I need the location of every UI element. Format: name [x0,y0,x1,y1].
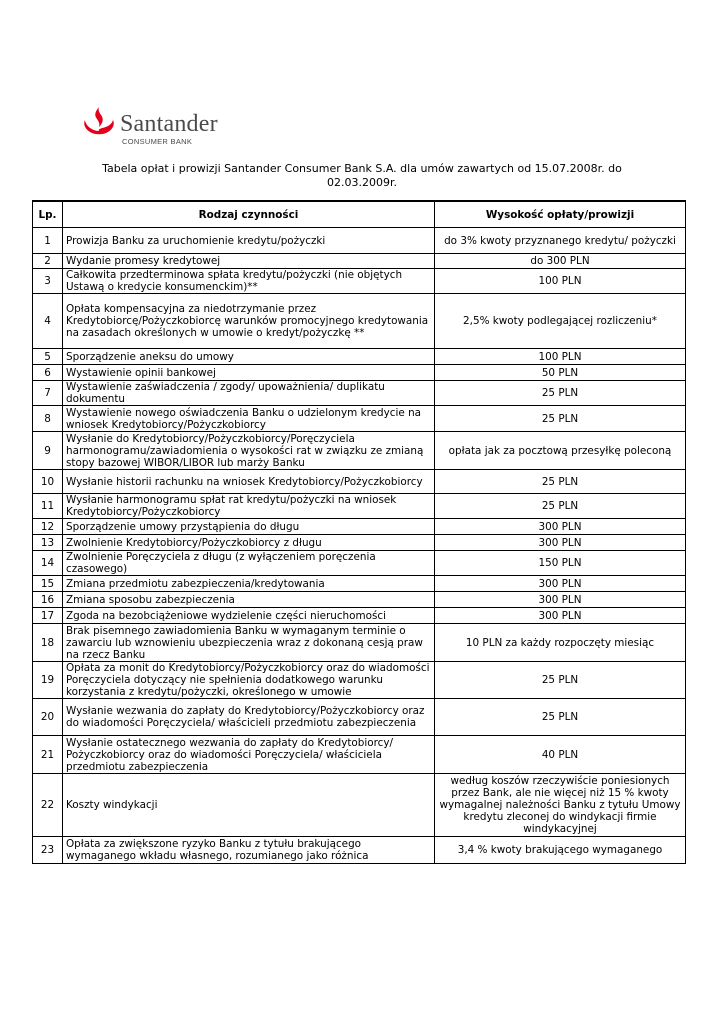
table-row [33,228,686,254]
fee-cell: 2,5% kwoty podlegającej rozliczeniu* [435,294,686,349]
row-number: 11 [33,494,63,519]
fee-cell: według koszów rzeczywiście poniesionych przez Bank, ale nie więcej niż 15 % kwoty wymagalnej należności Banku z tytułu Umowy kredytu zleconej do windykacji firmie windykacyjnej [435,774,686,837]
row-number: 2 [33,254,63,269]
table-row [33,381,686,406]
table-row [33,662,686,699]
fee-cell: 25 PLN [435,494,686,519]
fee-cell: opłata jak za pocztową przesyłkę poleconą [435,432,686,470]
fee-cell: 100 PLN [435,349,686,365]
row-number: 16 [33,592,63,608]
fee-cell: 100 PLN [435,269,686,294]
row-number: 3 [33,269,63,294]
activity-cell: Zgoda na bezobciążeniowe wydzielenie części nieruchomości [63,608,435,624]
fee-cell: 25 PLN [435,406,686,432]
fee-cell: 300 PLN [435,519,686,535]
row-number: 23 [33,837,63,864]
row-number: 20 [33,699,63,736]
table-row [33,365,686,381]
row-number: 4 [33,294,63,349]
header-fee: Wysokość opłaty/prowizji [435,201,686,228]
fee-cell: 25 PLN [435,699,686,736]
activity-cell: Brak pisemnego zawiadomienia Banku w wymaganym terminie o zawarciu lub wznowieniu ubezpieczenia wraz z dokonaną cesją praw na rzecz Banku [63,624,435,662]
activity-cell: Wysłanie historii rachunku na wniosek Kredytobiorcy/Pożyczkobiorcy [63,470,435,494]
activity-cell: Wysłanie harmonogramu spłat rat kredytu/pożyczki na wniosek Kredytobiorcy/Pożyczkobiorcy [63,494,435,519]
fee-cell: 25 PLN [435,662,686,699]
row-number: 14 [33,551,63,576]
row-number: 13 [33,535,63,551]
table-body [33,228,686,864]
row-number: 5 [33,349,63,365]
activity-cell: Opłata kompensacyjna za niedotrzymanie przez Kredytobiorcę/Pożyczkobiorcę warunków promocyjnego kredytowania na zasadach określonych w umowie o kredyt/pożyczkę ** [63,294,435,349]
row-number: 10 [33,470,63,494]
fee-cell: 300 PLN [435,592,686,608]
table-row [33,699,686,736]
table-row [33,551,686,576]
fee-cell: 25 PLN [435,470,686,494]
activity-cell: Wydanie promesy kredytowej [63,254,435,269]
row-number: 1 [33,228,63,254]
fee-cell: 3,4 % kwoty brakującego wymaganego [435,837,686,864]
row-number: 21 [33,736,63,774]
activity-cell: Całkowita przedterminowa spłata kredytu/pożyczki (nie objętych Ustawą o kredycie konsumenckim)** [63,269,435,294]
fee-cell: do 3% kwoty przyznanego kredytu/ pożyczki [435,228,686,254]
activity-cell: Sporządzenie aneksu do umowy [63,349,435,365]
table-row [33,294,686,349]
table-row [33,432,686,470]
table-row [33,519,686,535]
table-row [33,774,686,837]
row-number: 6 [33,365,63,381]
row-number: 7 [33,381,63,406]
activity-cell: Zmiana przedmiotu zabezpieczenia/kredytowania [63,576,435,592]
fee-cell: 50 PLN [435,365,686,381]
brand-subtitle: CONSUMER BANK [122,137,193,146]
row-number: 22 [33,774,63,837]
activity-cell: Wystawienie zaświadczenia / zgody/ upoważnienia/ duplikatu dokumentu [63,381,435,406]
activity-cell: Wysłanie ostatecznego wezwania do zapłaty do Kredytobiorcy/ Pożyczkobiorcy oraz do wiadomości Poręczyciela/ właściciela przedmiotu zabezpieczenia [63,736,435,774]
row-number: 12 [33,519,63,535]
header-activity: Rodzaj czynności [63,201,435,228]
activity-cell: Zwolnienie Kredytobiorcy/Pożyczkobiorcy z długu [63,535,435,551]
header-lp: Lp. [33,201,63,228]
fee-cell: 150 PLN [435,551,686,576]
row-number: 19 [33,662,63,699]
table-row [33,269,686,294]
table-row [33,349,686,365]
activity-cell: Sporządzenie umowy przystąpienia do długu [63,519,435,535]
table-row [33,406,686,432]
table-row [33,608,686,624]
activity-cell: Wystawienie nowego oświadczenia Banku o udzielonym kredycie na wniosek Kredytobiorcy/Pożyczkobiorcy [63,406,435,432]
table-row [33,736,686,774]
santander-logo [82,104,242,150]
table-row [33,592,686,608]
row-number: 9 [33,432,63,470]
row-number: 17 [33,608,63,624]
fee-cell: 300 PLN [435,576,686,592]
fee-cell: do 300 PLN [435,254,686,269]
row-number: 15 [33,576,63,592]
activity-cell: Prowizja Banku za uruchomienie kredytu/pożyczki [63,228,435,254]
fee-cell: 25 PLN [435,381,686,406]
table-row [33,494,686,519]
santander-flame-icon [82,106,116,138]
activity-cell: Zwolnienie Poręczyciela z długu (z wyłączeniem poręczenia czasowego) [63,551,435,576]
activity-cell: Wysłanie wezwania do zapłaty do Kredytobiorcy/Pożyczkobiorcy oraz do wiadomości Poręczyciela/ właścicieli przedmiotu zabezpieczenia [63,699,435,736]
fee-cell: 300 PLN [435,535,686,551]
document-title: Tabela opłat i prowizji Santander Consumer Bank S.A. dla umów zawartych od 15.07.2008r. do 02.03.2009r. [102,162,622,189]
row-number: 18 [33,624,63,662]
fee-cell: 40 PLN [435,736,686,774]
table-row [33,837,686,864]
activity-cell: Wysłanie do Kredytobiorcy/Pożyczkobiorcy/Poręczyciela harmonogramu/zawiadomienia o wysokości rat w związku ze zmianą stopy bazowej WIBOR/LIBOR lub marży Banku [63,432,435,470]
table-header-row [33,201,686,228]
fee-cell: 300 PLN [435,608,686,624]
activity-cell: Opłata za monit do Kredytobiorcy/Pożyczkobiorcy oraz do wiadomości Poręczyciela dotyczący nie spełnienia dodatkowego warunku korzystania z kredytu/pożyczki, określonego w umowie [63,662,435,699]
activity-cell: Zmiana sposobu zabezpieczenia [63,592,435,608]
brand-name: Santander [120,111,218,137]
table-row [33,576,686,592]
fee-table [32,200,686,864]
table-row [33,470,686,494]
activity-cell: Koszty windykacji [63,774,435,837]
row-number: 8 [33,406,63,432]
fee-cell: 10 PLN za każdy rozpoczęty miesiąc [435,624,686,662]
table-row [33,254,686,269]
activity-cell: Wystawienie opinii bankowej [63,365,435,381]
table-row [33,624,686,662]
activity-cell: Opłata za zwiększone ryzyko Banku z tytułu brakującego wymaganego wkładu własnego, rozumianego jako różnica [63,837,435,864]
table-row [33,535,686,551]
